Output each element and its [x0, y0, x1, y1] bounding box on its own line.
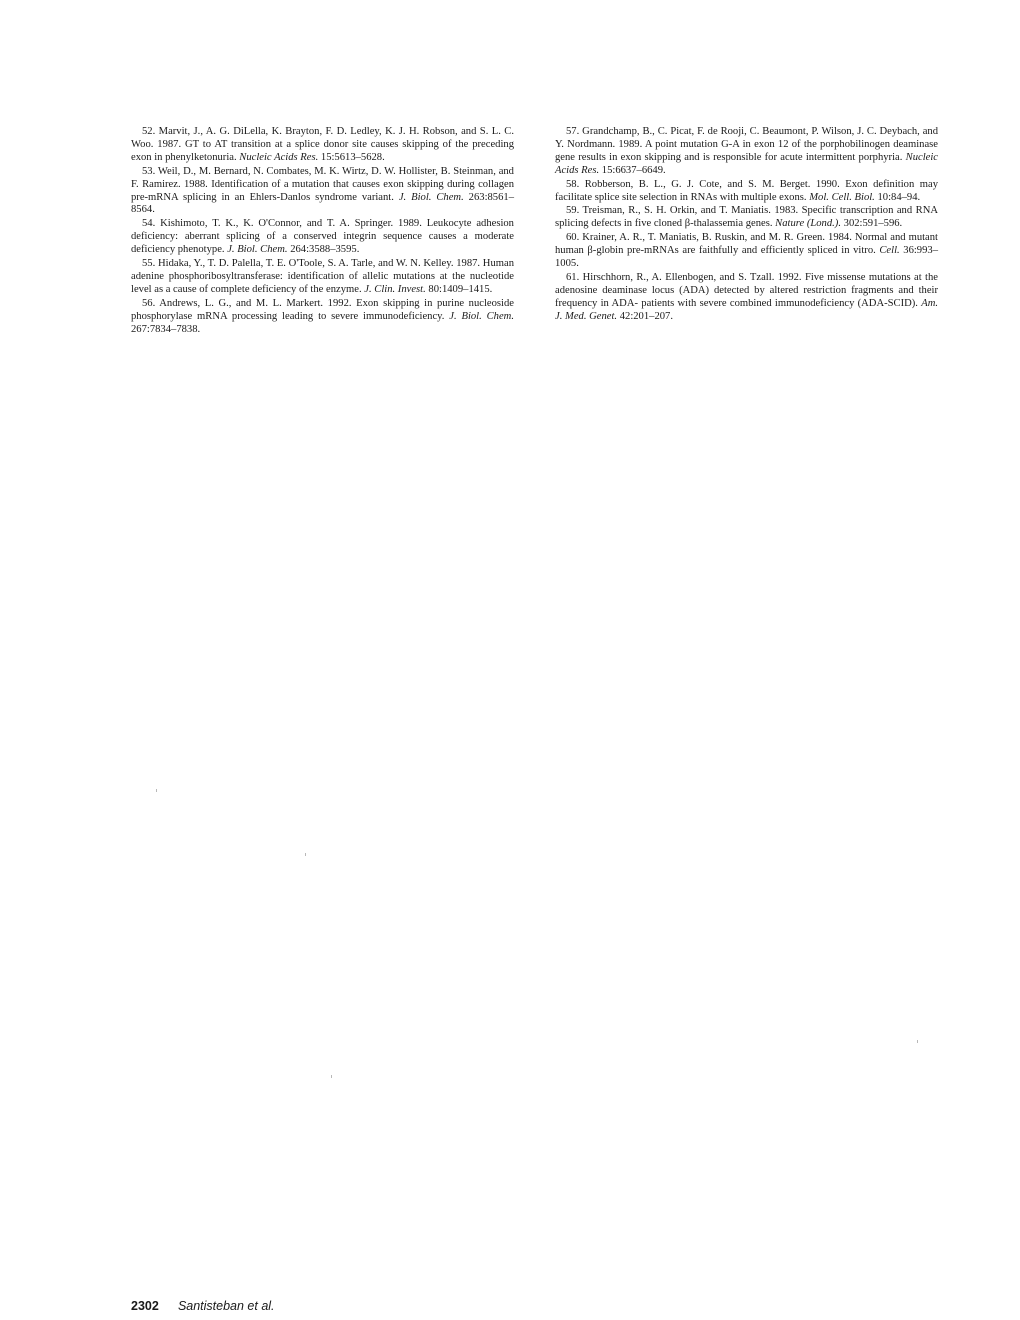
- reference-citation: 80:1409–1415.: [428, 283, 493, 295]
- reference-journal: Mol. Cell. Biol.: [809, 191, 875, 203]
- reference-text: Treisman, R., S. H. Orkin, and T. Maniatis. 1983. Specific transcription and RNA splicing defects in five cloned β-thalassemia genes.: [555, 205, 938, 230]
- reference-item: [131, 258, 514, 297]
- running-title: Santisteban et al.: [177, 1299, 275, 1313]
- reference-text: Marvit, J., A. G. DiLella, K. Brayton, F. D. Ledley, K. J. H. Robson, and S. L. C. Woo. 1987. GT to AT transition at a splice donor site causes skipping of the preceding exon in phenylketonuria.: [131, 126, 514, 163]
- reference-text: Hirschhorn, R., A. Ellenbogen, and S. Tzall. 1992. Five missense mutations at the adenosine deaminase locus (ADA) detected by altered restriction fragments and their frequency in ADA- patients with severe combined immunodeficiency (ADA-SCID).: [555, 271, 938, 309]
- scan-speck: [331, 1075, 332, 1078]
- reference-journal: Nucleic Acids Res.: [239, 151, 319, 163]
- reference-item: [131, 166, 514, 218]
- reference-number: 54.: [142, 218, 156, 230]
- reference-journal: J. Biol. Chem.: [227, 244, 288, 256]
- reference-text: Krainer, A. R., T. Maniatis, B. Ruskin, and M. R. Green. 1984. Normal and mutant human β-globin pre-mRNAs are faithfully and efficiently spliced in vitro.: [555, 232, 938, 257]
- reference-item: [131, 298, 514, 337]
- reference-item: [131, 126, 514, 165]
- references-column-right: [555, 126, 938, 325]
- reference-item: [555, 272, 938, 324]
- reference-number: 60.: [566, 232, 580, 244]
- reference-item: [555, 179, 938, 205]
- scan-speck: [305, 853, 306, 856]
- reference-journal: J. Biol. Chem.: [398, 191, 464, 203]
- reference-number: 56.: [142, 297, 156, 309]
- reference-number: 53.: [142, 165, 156, 177]
- reference-citation: 263:8561–8564.: [131, 191, 514, 216]
- reference-citation: 10:84–94.: [877, 191, 921, 203]
- reference-citation: 15:6637–6649.: [601, 164, 666, 176]
- reference-journal: Cell.: [879, 245, 900, 257]
- reference-journal: J. Biol. Chem.: [449, 310, 514, 322]
- references-column-left: [131, 126, 514, 338]
- reference-citation: 42:201–207.: [619, 310, 673, 322]
- reference-number: 52.: [142, 126, 156, 137]
- reference-text: Weil, D., M. Bernard, N. Combates, M. K. Wirtz, D. W. Hollister, B. Steinman, and F. Ramirez. 1988. Identification of a mutation that causes exon skipping during collagen pre-mRNA splicing in an Ehlers-Danlos syndrome variant.: [131, 165, 514, 203]
- reference-citation: 264:3588–3595.: [290, 244, 360, 256]
- reference-citation: 302:591–596.: [843, 218, 903, 230]
- reference-item: [555, 205, 938, 231]
- reference-item: [131, 218, 514, 257]
- reference-text: Robberson, B. L., G. J. Cote, and S. M. Berget. 1990. Exon definition may facilitate splice site selection in RNAs with multiple exons.: [555, 178, 938, 203]
- reference-number: 55.: [142, 258, 156, 270]
- reference-text: Hidaka, Y., T. D. Palella, T. E. O'Toole, S. A. Tarle, and W. N. Kelley. 1987. Human adenine phosphoribosyltransferase: identification of allelic mutations at the nucleotide level as a cause of complete deficiency of the enzyme.: [131, 258, 514, 295]
- reference-journal: Nature (Lond.).: [775, 218, 841, 230]
- reference-text: Grandchamp, B., C. Picat, F. de Rooji, C. Beaumont, P. Wilson, J. C. Deybach, and Y. Nordmann. 1989. A point mutation G-A in exon 12 of the porphobilinogen deaminase gene results in exon skipping and is responsible for acute intermittent porphyria.: [555, 126, 939, 163]
- reference-journal: Am. J. Med. Genet.: [555, 297, 938, 322]
- reference-item: [555, 126, 938, 178]
- reference-journal: Nucleic Acids Res.: [555, 151, 938, 176]
- reference-citation: 15:5613–5628.: [320, 151, 385, 163]
- page-footer: [131, 1299, 275, 1314]
- reference-citation: 267:7834–7838.: [131, 323, 201, 335]
- scan-speck: [917, 1040, 918, 1043]
- scan-speck: [156, 789, 157, 792]
- reference-item: [555, 232, 938, 271]
- reference-text: Kishimoto, T. K., K. O'Connor, and T. A. Springer. 1989. Leukocyte adhesion deficiency: aberrant splicing of a conserved integrin sequence causes a moderate deficiency phenotype.: [131, 218, 514, 256]
- reference-number: 57.: [566, 126, 580, 137]
- reference-number: 59.: [566, 205, 580, 217]
- reference-number: 58.: [566, 178, 580, 190]
- reference-journal: J. Clin. Invest.: [364, 283, 426, 295]
- page-number: 2302: [131, 1299, 159, 1313]
- reference-text: Andrews, L. G., and M. L. Markert. 1992. Exon skipping in purine nucleoside phosphorylase mRNA processing leading to severe immunodeficiency.: [131, 297, 514, 322]
- reference-number: 61.: [566, 271, 580, 283]
- reference-citation: 36:993–1005.: [555, 245, 938, 270]
